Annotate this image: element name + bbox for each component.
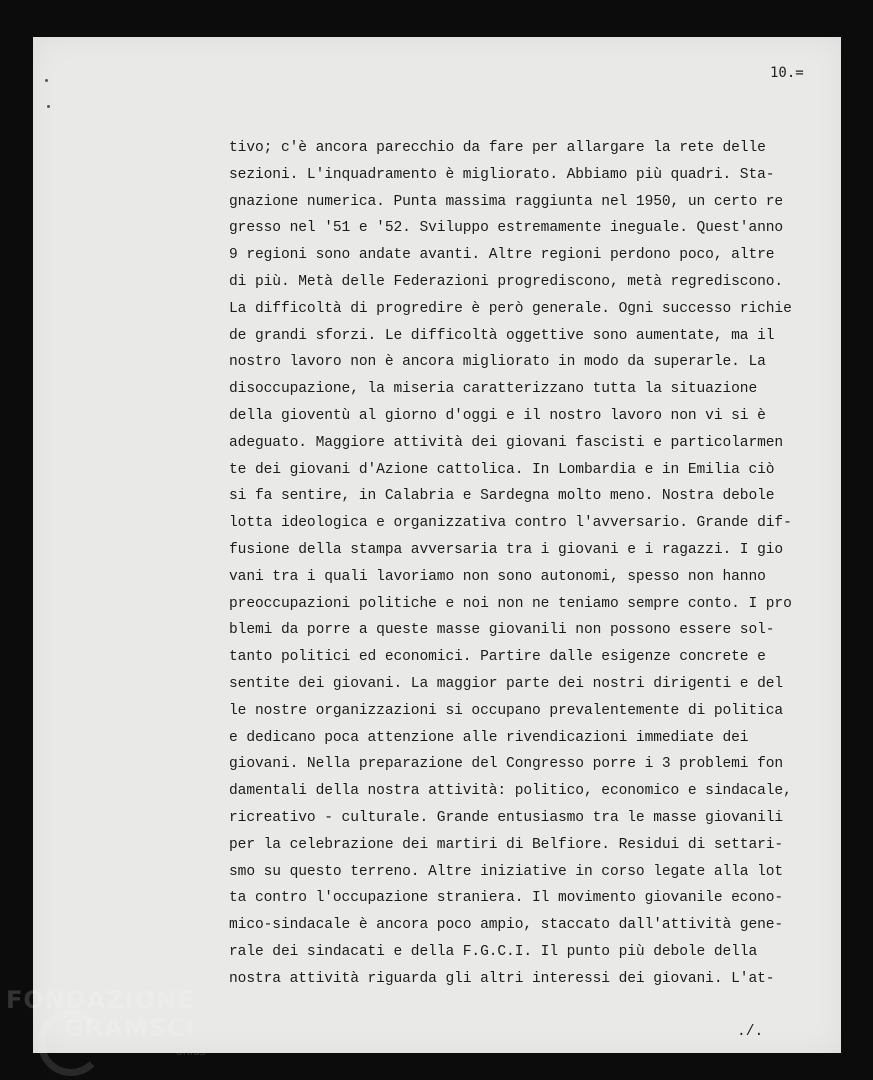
text-line: gnazione numerica. Punta massima raggiunta nel 1950, un certo re <box>229 193 784 210</box>
text-line: le nostre organizzazioni si occupano prevalentemente di politica <box>229 702 784 719</box>
text-line: tivo; c'è ancora parecchio da fare per allargare la rete delle <box>229 140 766 156</box>
text-line: smo su questo terreno. Altre iniziative in corso legate alla lot <box>229 863 784 880</box>
text-line: sentite dei giovani. La maggior parte dei nostri dirigenti e del <box>229 675 784 692</box>
text-line: lotta ideologica e organizzativa contro l'avversario. Grande dif- <box>229 515 792 532</box>
text-line: adeguato. Maggiore attività dei giovani fascisti e particolarmen <box>229 434 784 451</box>
text-line: e dedicano poca attenzione alle rivendicazioni immediate dei <box>229 729 749 746</box>
watermark-logo <box>6 988 205 1057</box>
text-line: 9 regioni sono andate avanti. Altre regioni perdono poco, altre <box>229 247 775 264</box>
text-line: damentali della nostra attività: politico, economico e sindacale, <box>229 783 792 800</box>
text-line: giovani. Nella preparazione del Congresso porre i 3 problemi fon <box>229 756 784 773</box>
watermark-line-3: onlus <box>176 1045 206 1058</box>
text-line: te dei giovani d'Azione cattolica. In Lombardia e in Emilia ciò <box>229 461 775 478</box>
text-line: della gioventù al giorno d'oggi e il nostro lavoro non vi si è <box>229 407 766 424</box>
page-number: 10.= <box>770 65 804 81</box>
text-line: vani tra i quali lavoriamo non sono autonomi, spesso non hanno <box>229 568 766 585</box>
text-line: gresso nel '51 e '52. Sviluppo estremamente ineguale. Quest'anno <box>229 220 784 237</box>
punch-mark <box>47 105 50 108</box>
text-line: blemi da porre a queste masse giovanili non possono essere sol- <box>229 622 775 639</box>
text-line: preoccupazioni politiche e noi non ne teniamo sempre conto. I pro <box>229 595 792 612</box>
text-line: si fa sentire, in Calabria e Sardegna molto meno. Nostra debole <box>229 488 775 505</box>
continuation-mark: ./. <box>737 1024 764 1040</box>
text-line: ta contro l'occupazione straniera. Il movimento giovanile econo- <box>229 890 784 907</box>
text-line: di più. Metà delle Federazioni progrediscono, metà regrediscono. <box>229 273 784 290</box>
text-line: rale dei sindacati e della F.G.C.I. Il punto più debole della <box>229 943 758 960</box>
text-line: de grandi sforzi. Le difficoltà oggettive sono aumentate, ma il <box>229 327 775 344</box>
text-line: disoccupazione, la miseria caratterizzano tutta la situazione <box>229 381 758 398</box>
text-line: La difficoltà di progredire è però generale. Ogni successo richie <box>229 300 792 317</box>
watermark-line-1: FONDAZIONE <box>6 986 195 1014</box>
text-line: mico-sindacale è ancora poco ampio, staccato dall'attività gene- <box>229 917 784 934</box>
text-line: tanto politici ed economici. Partire dalle esigenze concrete e <box>229 649 766 666</box>
watermark-line-2: GRAMSCI <box>64 1014 196 1042</box>
text-line: sezioni. L'inquadramento è migliorato. Abbiamo più quadri. Sta- <box>229 166 775 183</box>
punch-mark <box>45 79 48 82</box>
text-line: ricreativo - culturale. Grande entusiasmo tra le masse giovanili <box>229 809 784 826</box>
typed-text-body <box>229 135 829 993</box>
text-line: fusione della stampa avversaria tra i giovani e i ragazzi. I gio <box>229 541 784 558</box>
text-line: nostro lavoro non è ancora migliorato in modo da superarle. La <box>229 354 766 371</box>
text-line: per la celebrazione dei martiri di Belfiore. Residui di settari- <box>229 836 784 853</box>
text-line: nostra attività riguarda gli altri interessi dei giovani. L'at- <box>229 970 775 987</box>
